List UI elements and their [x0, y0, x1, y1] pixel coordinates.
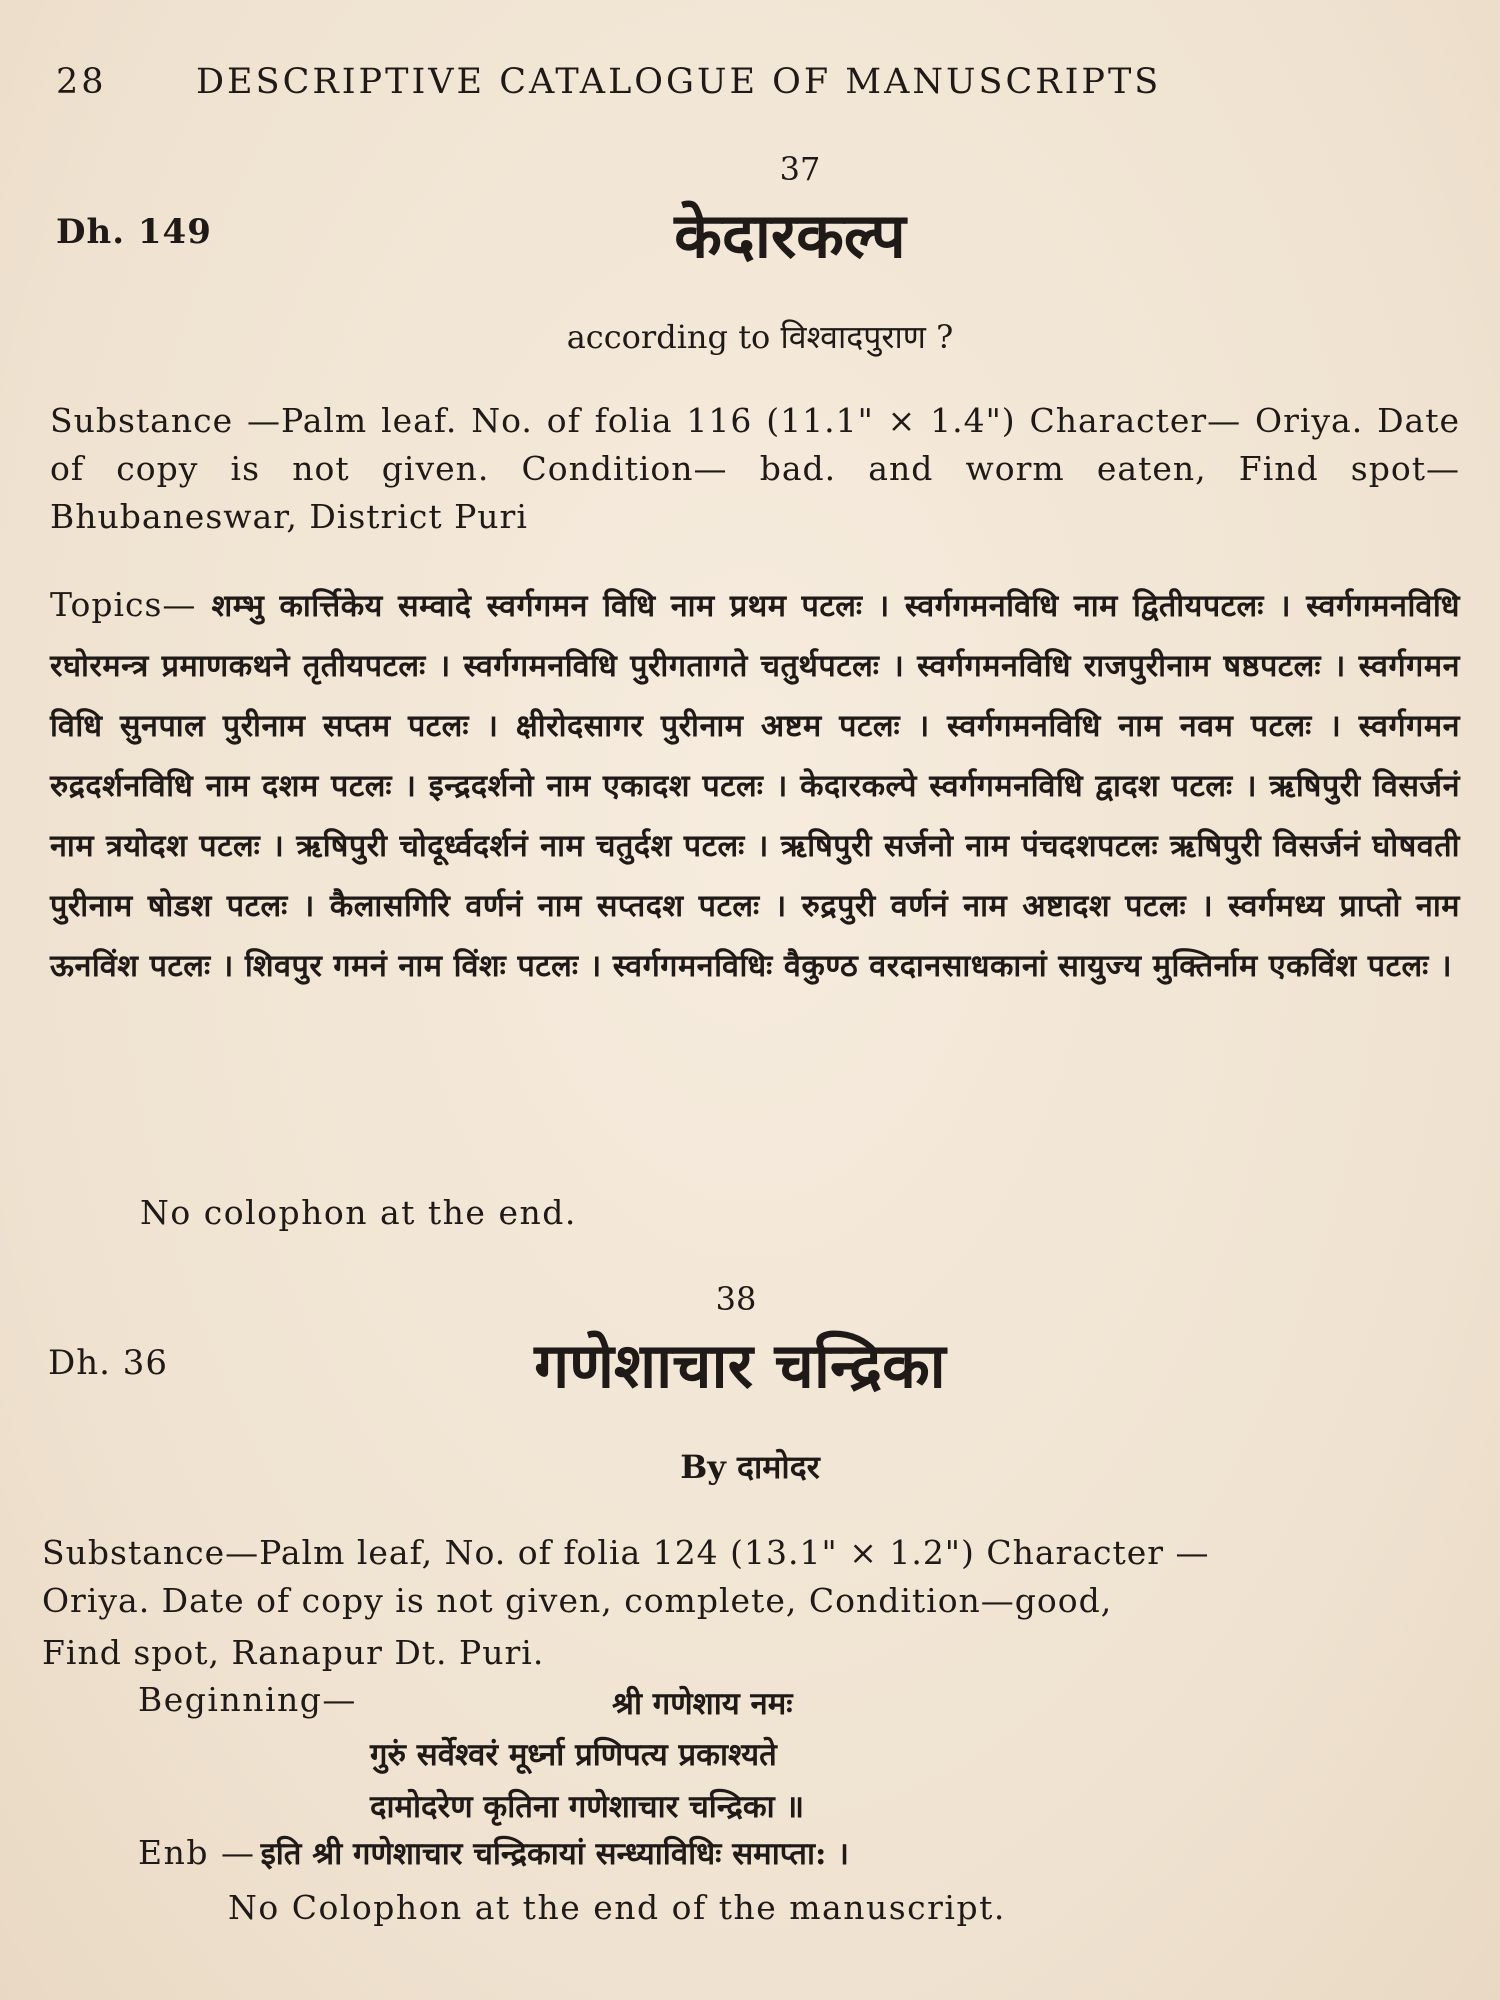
author-name: दामोदर: [736, 1448, 820, 1486]
running-title: DESCRIPTIVE CATALOGUE OF MANUSCRIPTS: [196, 62, 1162, 102]
invocation: श्री गणेशाय नमः: [612, 1686, 793, 1722]
entry-number: 38: [715, 1280, 757, 1318]
entry-topics: [50, 575, 1460, 996]
verse-line: दामोदरेण कृतिना गणेशाचार चन्द्रिका ॥: [370, 1789, 805, 1825]
shelf-mark: Dh. 36: [48, 1343, 169, 1383]
colophon-note: No Colophon at the end of the manuscript.: [228, 1888, 1006, 1927]
entry-description-line: Oriya. Date of copy is not given, complete, Condition—good,: [42, 1581, 1113, 1620]
topics-label: Topics—: [50, 585, 197, 624]
topics-text: शम्भु कार्त्तिकेय सम्वादे स्वर्गगमन विधि नाम प्रथम पटलः । स्वर्गगमनविधि नाम द्वितीयपटलः । स्वर्गगमनविधि रघोरमन्त्र प्रमाणकथने तृतीयपटलः । स्वर्गगमनविधि पुरीगतागते चतुर्थपटलः । स्वर्गगमनविधि राजपुरीनाम षष्ठपटलः । स्वर्गगमन विधि सुनपाल पुरीनाम सप्तम पटलः । क्षीरोदसागर पुरीनाम अष्टम पटलः । स्वर्गगमनविधि नाम नवम पटलः । स्वर्गगमन रुद्रदर्शनविधि नाम दशम पटलः । इन्द्रदर्शनो नाम एकादश पटलः । केदारकल्पे स्वर्गगमनविधि द्वादश पटलः । ऋषिपुरी विसर्जनं नाम त्रयोदश पटलः । ऋषिपुरी चोदूर्ध्वदर्शनं नाम चतुर्दश पटलः । ऋषिपुरी सर्जनो नाम पंचदशपटलः ऋषिपुरी विसर्जनं घोषवती पुरीनाम षोडश पटलः । कैलासगिरि वर्णनं नाम सप्तदश पटलः । रुद्रपुरी वर्णनं नाम अष्टादश पटलः । स्वर्गमध्य प्राप्तो नाम ऊनविंश पटलः । शिवपुर गमनं नाम विंशः पटलः । स्वर्गगमनविधिः वैकुण्ठ वरदानसाधकानां सायुज्य मुक्तिर्नाम एकविंश पटलः ।: [50, 588, 1460, 984]
shelf-mark: Dh. 149: [56, 212, 212, 252]
entry-description-line: Find spot, Ranapur Dt. Puri.: [42, 1633, 545, 1672]
ending-text: इति श्री गणेशाचार चन्द्रिकायां सन्ध्याविधिः समाप्ता: ।: [260, 1836, 849, 1872]
entry-title: केदारकल्प: [674, 199, 906, 272]
entry-attribution: according to विश्वादपुराण ?: [566, 318, 954, 356]
ending-line: [138, 1832, 849, 1874]
entry-number: 37: [779, 150, 821, 188]
entry-author: [560, 1445, 940, 1488]
entry-title: गणेशाचार चन्द्रिका: [534, 1329, 946, 1402]
page-number: 28: [56, 62, 107, 102]
beginning-label: Beginning—: [138, 1680, 357, 1719]
running-head: [56, 62, 1336, 102]
verse-line: गुरुं सर्वेश्वरं मूर्ध्ना प्रणिपत्य प्रकाश्यते: [370, 1737, 777, 1773]
ending-label: Enb —: [138, 1833, 256, 1872]
colophon-note: No colophon at the end.: [140, 1193, 577, 1232]
entry-description-line: Substance—Palm leaf, No. of folia 124 (13.1" × 1.2") Character —: [42, 1533, 1210, 1572]
entry-description: Substance —Palm leaf. No. of folia 116 (11.1" × 1.4") Character— Oriya. Date of copy is not given. Condition— bad. and worm eaten, Find spot—Bhubaneswar, District Puri: [50, 401, 1460, 536]
author-label: By: [680, 1448, 726, 1486]
